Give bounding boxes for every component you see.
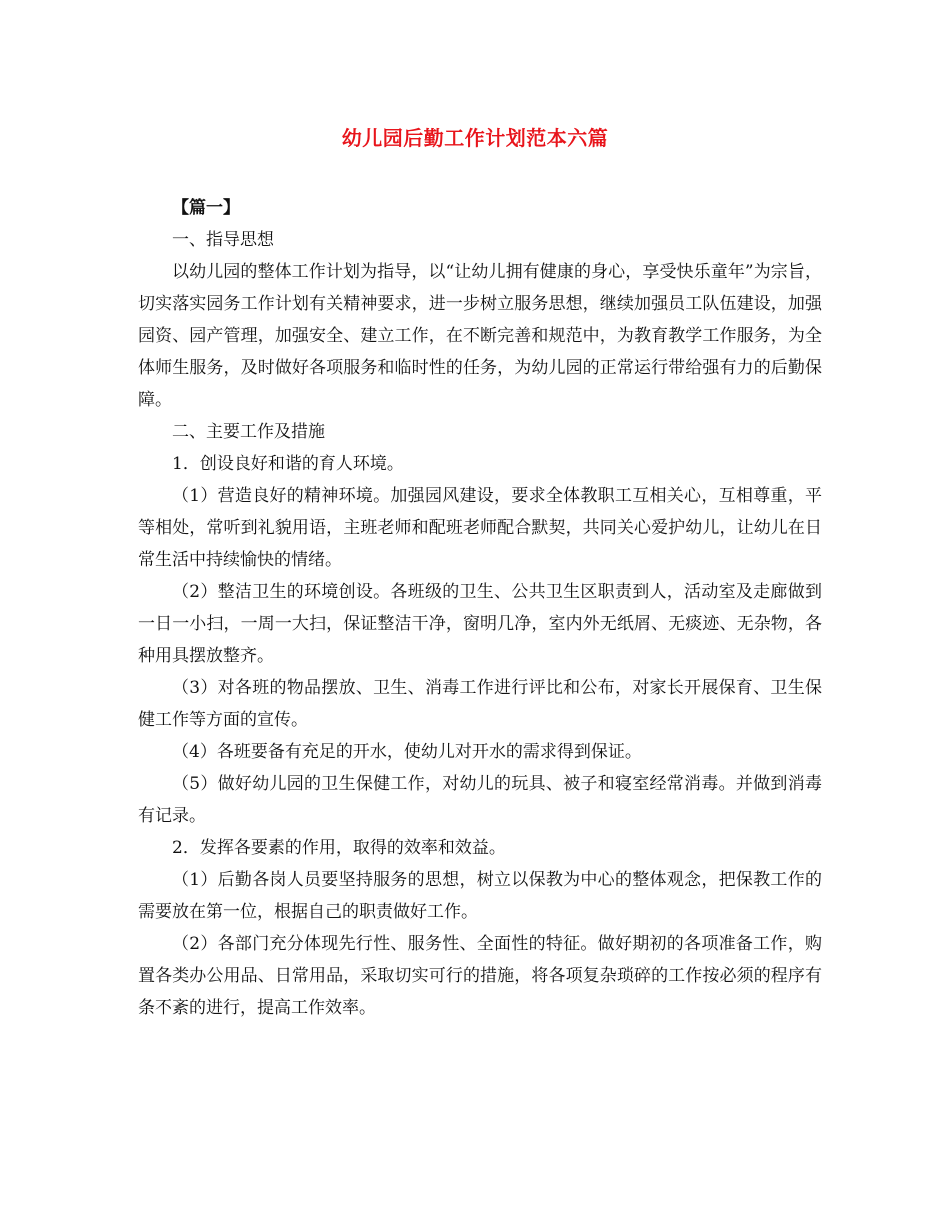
paragraph: （1）营造良好的精神环境。加强园风建设，要求全体教职工互相关心，互相尊重，平等相处，常听到礼貌用语，主班老师和配班老师配合默契，共同关心爱护幼儿，让幼儿在日常生活中持续愉快的情绪。 — [138, 486, 822, 570]
document-body — [138, 192, 822, 1024]
paragraph: （2）各部门充分体现先行性、服务性、全面性的特征。做好期初的各项准备工作，购置各类办公用品、日常用品，采取切实可行的措施，将各项复杂琐碎的工作按必须的程序有条不紊的进行，提高工作效率。 — [138, 934, 822, 1018]
subheading: 2．发挥各要素的作用，取得的效率和效益。 — [172, 838, 506, 858]
heading-guiding-thought: 一、指导思想 — [172, 230, 274, 250]
paragraph: 以幼儿园的整体工作计划为指导，以“让幼儿拥有健康的身心，享受快乐童年”为宗旨，切实落实园务工作计划有关精神要求，进一步树立服务思想，继续加强员工队伍建设，加强园资、园产管理，加强安全、建立工作，在不断完善和规范中，为教育教学工作服务，为全体师生服务，及时做好各项服务和临时性的任务，为幼儿园的正常运行带给强有力的后勤保障。 — [138, 262, 822, 410]
section-label: 【篇一】 — [172, 198, 240, 218]
heading-main-work: 二、主要工作及措施 — [172, 422, 325, 442]
document-title: 幼儿园后勤工作计划范本六篇 — [341, 126, 609, 150]
paragraph: （1）后勤各岗人员要坚持服务的思想，树立以保教为中心的整体观念，把保教工作的需要放在第一位，根据自己的职责做好工作。 — [138, 870, 822, 922]
paragraph: （2）整洁卫生的环境创设。各班级的卫生、公共卫生区职责到人，活动室及走廊做到一日一小扫，一周一大扫，保证整洁干净，窗明几净，室内外无纸屑、无痰迹、无杂物，各种用具摆放整齐。 — [138, 582, 822, 666]
paragraph: （3）对各班的物品摆放、卫生、消毒工作进行评比和公布，对家长开展保育、卫生保健工作等方面的宣传。 — [138, 678, 822, 730]
subheading: 1．创设良好和谐的育人环境。 — [172, 454, 404, 474]
paragraph: （4）各班要备有充足的开水，使幼儿对开水的需求得到保证。 — [172, 742, 642, 762]
paragraph: （5）做好幼儿园的卫生保健工作，对幼儿的玩具、被子和寝室经常消毒。并做到消毒有记录。 — [138, 774, 822, 826]
